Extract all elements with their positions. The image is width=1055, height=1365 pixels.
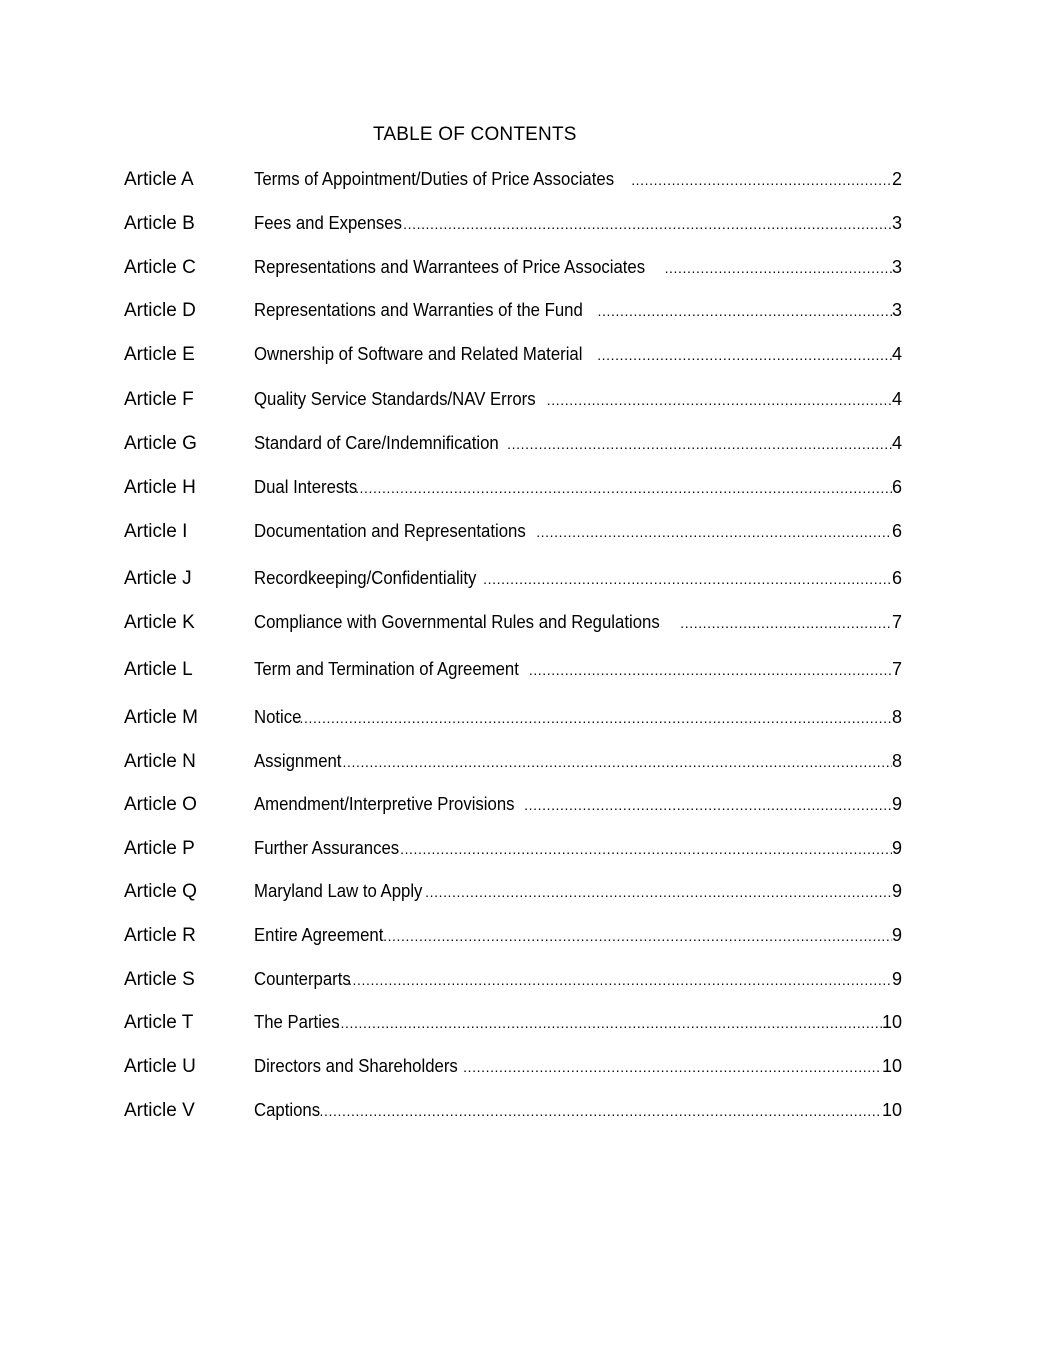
- toc-entry-body: [254, 430, 902, 458]
- toc-entry-body: [254, 1009, 902, 1037]
- dot-leader: [346, 967, 892, 994]
- toc-entry-article-r[interactable]: [124, 922, 902, 949]
- dot-leader: [334, 1010, 882, 1037]
- toc-entry-article-f[interactable]: [124, 386, 902, 413]
- dot-leader: [505, 431, 892, 458]
- article-label: Article A: [124, 169, 194, 190]
- toc-entry-body: [254, 386, 902, 414]
- article-title: Captions: [254, 1100, 321, 1120]
- article-label: Article J: [124, 568, 192, 589]
- article-label: Article S: [124, 969, 195, 990]
- toc-entry-body: [254, 966, 902, 994]
- toc-entry-body: [254, 474, 902, 502]
- toc-entry-article-n[interactable]: [124, 748, 902, 775]
- article-title: Terms of Appointment/Duties of Price Associates: [254, 169, 615, 189]
- toc-entry-article-v[interactable]: [124, 1097, 902, 1124]
- toc-entry-article-o[interactable]: [124, 791, 902, 818]
- page-number: 10: [881, 1100, 902, 1120]
- page-number: 10: [881, 1056, 902, 1076]
- toc-entry-body: [254, 297, 902, 325]
- dot-leader: [678, 610, 892, 637]
- article-title: Recordkeeping/Confidentiality: [254, 568, 477, 588]
- page-number: 10: [881, 1012, 902, 1032]
- article-label: Article R: [124, 925, 196, 946]
- dot-leader: [461, 1054, 882, 1081]
- page-number: 3: [891, 257, 902, 277]
- toc-entry-body: [254, 791, 902, 819]
- toc-entry-article-s[interactable]: [124, 966, 902, 993]
- page-number: 3: [891, 300, 902, 320]
- dot-leader: [534, 519, 892, 546]
- toc-entry-article-h[interactable]: [124, 474, 902, 501]
- article-label: Article B: [124, 213, 195, 234]
- article-label: Article T: [124, 1012, 194, 1033]
- dot-leader: [423, 879, 892, 906]
- article-title: Amendment/Interpretive Provisions: [254, 794, 515, 814]
- article-title: Ownership of Software and Related Material: [254, 344, 583, 364]
- dot-leader: [595, 342, 892, 369]
- dot-leader: [663, 255, 892, 282]
- article-title: Fees and Expenses: [254, 213, 402, 233]
- page-number: 4: [891, 433, 902, 453]
- article-title: Dual Interests: [254, 477, 358, 497]
- article-label: Article G: [124, 433, 197, 454]
- dot-leader: [527, 657, 892, 684]
- article-label: Article H: [124, 477, 196, 498]
- dot-leader: [522, 792, 892, 819]
- page-number: 6: [891, 477, 902, 497]
- article-label: Article Q: [124, 881, 197, 902]
- dot-leader: [353, 475, 892, 502]
- page-number: 6: [891, 568, 902, 588]
- article-label: Article E: [124, 344, 195, 365]
- article-title: Documentation and Representations: [254, 521, 526, 541]
- page-number: 7: [891, 659, 902, 679]
- toc-entry-article-q[interactable]: [124, 878, 902, 905]
- article-title: Representations and Warrantees of Price Associates: [254, 257, 646, 277]
- toc-entry-body: [254, 878, 902, 906]
- article-label: Article N: [124, 751, 196, 772]
- article-title: Compliance with Governmental Rules and Regulations: [254, 612, 660, 632]
- article-label: Article L: [124, 659, 193, 680]
- toc-entry-body: [254, 254, 902, 282]
- toc-entry-body: [254, 835, 902, 863]
- article-title: Assignment: [254, 751, 342, 771]
- toc-entry-body: [254, 518, 902, 546]
- page-number: 3: [891, 213, 902, 233]
- toc-entry-article-a[interactable]: [124, 166, 902, 193]
- toc-entry-body: [254, 922, 902, 950]
- page-number: 9: [891, 969, 902, 989]
- toc-entry-article-t[interactable]: [124, 1009, 902, 1036]
- toc-entry-body: [254, 341, 902, 369]
- toc-entry-body: [254, 748, 902, 776]
- article-title: Representations and Warranties of the Fund: [254, 300, 583, 320]
- toc-entry-article-d[interactable]: [124, 297, 902, 324]
- toc-entry-article-c[interactable]: [124, 254, 902, 281]
- article-label: Article P: [124, 838, 195, 859]
- dot-leader: [481, 566, 892, 593]
- article-title: Counterparts: [254, 969, 351, 989]
- toc-entry-body: [254, 565, 902, 593]
- page-number: 9: [891, 925, 902, 945]
- dot-leader: [398, 836, 892, 863]
- article-title: Standard of Care/Indemnification: [254, 433, 499, 453]
- toc-entry-article-p[interactable]: [124, 835, 902, 862]
- toc-entry-article-k[interactable]: [124, 609, 902, 636]
- toc-entry-article-j[interactable]: [124, 565, 902, 592]
- article-label: Article K: [124, 612, 195, 633]
- toc-entry-body: [254, 1053, 902, 1081]
- toc-entry-article-m[interactable]: [124, 704, 902, 731]
- article-title: Maryland Law to Apply: [254, 881, 423, 901]
- page-number: 6: [891, 521, 902, 541]
- toc-entry-article-e[interactable]: [124, 341, 902, 368]
- toc-entry-article-b[interactable]: [124, 210, 902, 237]
- toc-entry-body: [254, 166, 902, 194]
- page-number: 7: [891, 612, 902, 632]
- toc-entry-article-g[interactable]: [124, 430, 902, 457]
- page-number: 2: [891, 169, 902, 189]
- article-title: Notice: [254, 707, 302, 727]
- article-title: Entire Agreement: [254, 925, 384, 945]
- toc-entry-body: [254, 704, 902, 732]
- page-number: 9: [891, 838, 902, 858]
- page-number: 4: [891, 389, 902, 409]
- dot-leader: [401, 211, 892, 238]
- article-label: Article F: [124, 389, 194, 410]
- page-number: 4: [891, 344, 902, 364]
- toc-entry-body: [254, 656, 902, 684]
- dot-leader: [545, 387, 892, 414]
- page-number: 9: [891, 794, 902, 814]
- dot-leader: [381, 923, 892, 950]
- toc-entry-article-u[interactable]: [124, 1053, 902, 1080]
- article-title: Term and Termination of Agreement: [254, 659, 519, 679]
- article-label: Article M: [124, 707, 198, 728]
- article-label: Article U: [124, 1056, 196, 1077]
- page-title: TABLE OF CONTENTS: [373, 124, 577, 145]
- article-title: Directors and Shareholders: [254, 1056, 458, 1076]
- article-label: Article O: [124, 794, 197, 815]
- toc-entry-article-i[interactable]: [124, 518, 902, 545]
- page-number: 9: [891, 881, 902, 901]
- article-label: Article C: [124, 257, 196, 278]
- dot-leader: [336, 749, 892, 776]
- toc-entry-body: [254, 1097, 902, 1125]
- dot-leader: [313, 1098, 882, 1125]
- article-title: Quality Service Standards/NAV Errors: [254, 389, 536, 409]
- page-number: 8: [891, 751, 902, 771]
- article-label: Article I: [124, 521, 188, 542]
- dot-leader: [596, 298, 892, 325]
- dot-leader: [629, 167, 892, 194]
- article-title: The Parties: [254, 1012, 340, 1032]
- toc-entry-article-l[interactable]: [124, 656, 902, 683]
- article-title: Further Assurances: [254, 838, 400, 858]
- dot-leader: [293, 705, 892, 732]
- toc-entry-body: [254, 609, 902, 637]
- page-number: 8: [891, 707, 902, 727]
- toc-entry-body: [254, 210, 902, 238]
- article-label: Article D: [124, 300, 196, 321]
- article-label: Article V: [124, 1100, 195, 1121]
